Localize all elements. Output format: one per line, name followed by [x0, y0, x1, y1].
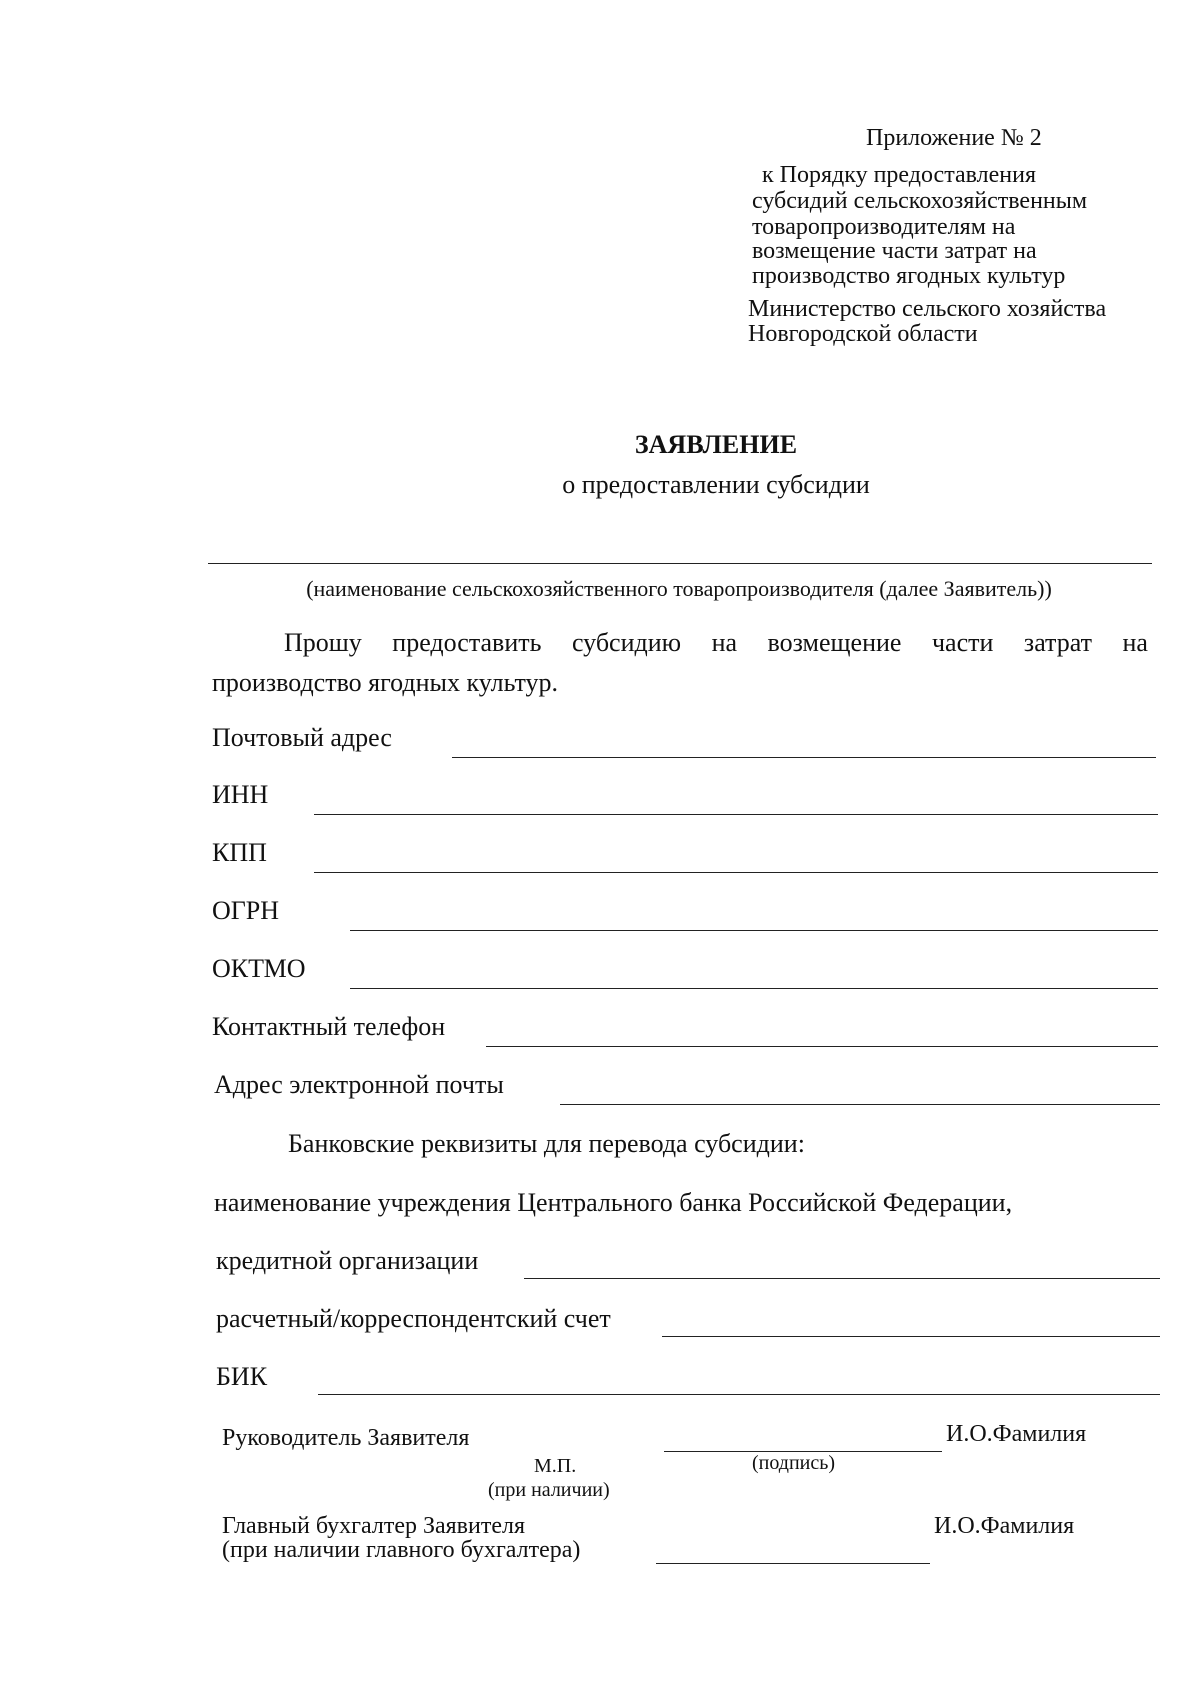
applicant-name-line[interactable]: [208, 563, 1152, 564]
appendix-title: Приложение № 2: [866, 125, 1042, 151]
signature-caption: (подпись): [752, 1452, 836, 1474]
bik-label: БИК: [216, 1362, 268, 1391]
credit-org-field[interactable]: [524, 1278, 1160, 1279]
kpp-field[interactable]: [314, 872, 1158, 873]
request-word: на: [711, 628, 738, 657]
accountant-label: Главный бухгалтер Заявителя: [222, 1513, 526, 1539]
accountant-note: (при наличии главного бухгалтера): [222, 1537, 581, 1563]
head-name: И.О.Фамилия: [946, 1421, 1087, 1447]
request-word: затрат: [1023, 628, 1092, 657]
bank-institution-line: наименование учреждения Центрального банка Российской Федерации,: [214, 1188, 1013, 1217]
bank-heading: Банковские реквизиты для перевода субсидии:: [288, 1129, 805, 1158]
applicant-caption: (наименование сельскохозяйственного товаропроизводителя (далее Заявитель)): [306, 576, 1052, 601]
order-line-4: возмещение части затрат на: [752, 238, 1037, 264]
account-field[interactable]: [662, 1336, 1160, 1337]
postal-address-label: Почтовый адрес: [212, 723, 392, 752]
inn-field[interactable]: [314, 814, 1158, 815]
accountant-signature-line[interactable]: [656, 1563, 930, 1564]
order-line-2: субсидий сельскохозяйственным: [752, 188, 1088, 214]
recipient-line-2: Новгородской области: [748, 321, 978, 347]
document-title: ЗАЯВЛЕНИЕ: [634, 430, 798, 459]
ogrn-label: ОГРН: [212, 896, 280, 925]
order-line-5: производство ягодных культур: [752, 263, 1066, 289]
request-word: субсидию: [571, 628, 682, 657]
phone-field[interactable]: [486, 1046, 1158, 1047]
request-line-2: производство ягодных культур.: [212, 668, 558, 697]
inn-label: ИНН: [212, 780, 269, 809]
seal-note: (при наличии): [488, 1479, 610, 1501]
request-word: части: [931, 628, 994, 657]
order-line-1: к Порядку предоставления: [762, 162, 1037, 188]
email-label: Адрес электронной почты: [214, 1070, 504, 1099]
order-line-3: товаропроизводителям на: [752, 214, 1016, 240]
postal-address-field[interactable]: [452, 757, 1156, 758]
credit-org-label: кредитной организации: [216, 1246, 479, 1275]
ogrn-field[interactable]: [350, 930, 1158, 931]
phone-label: Контактный телефон: [212, 1012, 446, 1041]
request-word: на: [1122, 628, 1148, 657]
head-label: Руководитель Заявителя: [222, 1425, 470, 1451]
account-label: расчетный/корреспондентский счет: [216, 1304, 611, 1333]
request-word: возмещение: [767, 628, 902, 657]
accountant-name: И.О.Фамилия: [934, 1513, 1075, 1539]
oktmo-label: ОКТМО: [212, 954, 306, 983]
request-line-1: [284, 630, 1148, 656]
request-word: предоставить: [392, 628, 542, 657]
seal-mark: М.П.: [534, 1455, 577, 1477]
email-field[interactable]: [560, 1104, 1160, 1105]
kpp-label: КПП: [212, 838, 267, 867]
oktmo-field[interactable]: [350, 988, 1158, 989]
recipient-line-1: Министерство сельского хозяйства: [748, 296, 1107, 322]
request-word: Прошу: [284, 628, 362, 657]
bik-field[interactable]: [318, 1394, 1160, 1395]
document-subtitle: о предоставлении субсидии: [562, 470, 870, 499]
